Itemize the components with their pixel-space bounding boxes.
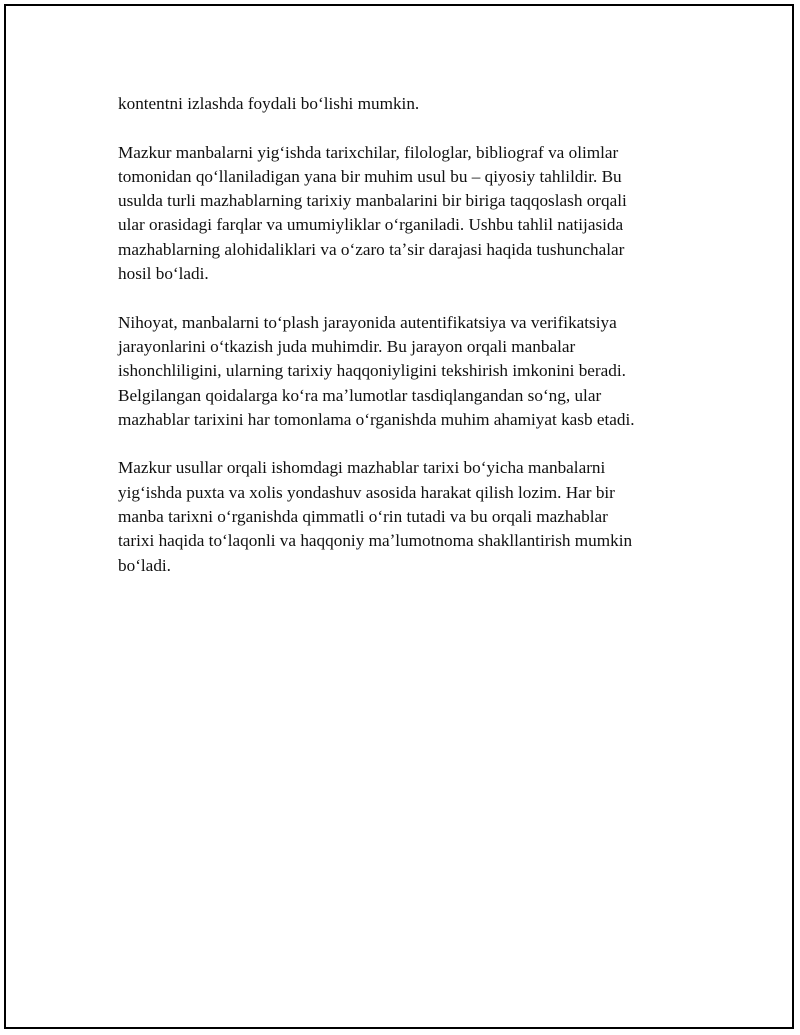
- text-line: Mazkur manbalarni yigʻishda tarixchilar, filologlar, bibliograf va olimlar: [118, 142, 619, 162]
- paragraph: [118, 92, 678, 116]
- text-line: manba tarixni oʻrganishda qimmatli oʻrin tutadi va bu orqali mazhablar: [118, 507, 608, 527]
- text-line: tarixi haqida toʻlaqonli va haqqoniy maʼlumotnoma shakllantirish mumkin: [118, 531, 633, 551]
- text-line: mazhablarning alohidaliklari va oʻzaro taʼsir darajasi haqida tushunchalar: [118, 239, 625, 259]
- text-line: boʻladi.: [118, 555, 171, 575]
- paragraph: [118, 141, 678, 287]
- text-line: Mazkur usullar orqali ishomdagi mazhablar tarixi boʻyicha manbalarni: [118, 458, 606, 478]
- text-line: kontentni izlashda foydali boʻlishi mumkin.: [118, 94, 420, 113]
- paragraph: [118, 311, 678, 432]
- text-line: Nihoyat, manbalarni toʻplash jarayonida autentifikatsiya va verifikatsiya: [118, 312, 617, 332]
- text-line: ular orasidagi farqlar va umumiyliklar oʻrganiladi. Ushbu tahlil natijasida: [118, 215, 624, 235]
- text-line: Belgilangan qoidalarga koʻra maʼlumotlar tasdiqlangandan soʻng, ular: [118, 385, 602, 405]
- text-line: tomonidan qoʻllaniladigan yana bir muhim usul bu – qiyosiy tahlildir. Bu: [118, 166, 622, 186]
- document-body: [118, 92, 678, 602]
- text-line: yigʻishda puxta va xolis yondashuv asosida harakat qilish lozim. Har bir: [118, 482, 615, 502]
- paragraph: [118, 456, 678, 577]
- text-line: jarayonlarini oʻtkazish juda muhimdir. Bu jarayon orqali manbalar: [118, 336, 576, 356]
- text-line: ishonchliligini, ularning tarixiy haqqoniyligini tekshirish imkonini beradi.: [118, 361, 626, 381]
- text-line: mazhablar tarixini har tomonlama oʻrganishda muhim ahamiyat kasb etadi.: [118, 409, 635, 429]
- text-line: usulda turli mazhablarning tarixiy manbalarini bir biriga taqqoslash orqali: [118, 191, 627, 211]
- text-line: hosil boʻladi.: [118, 264, 209, 284]
